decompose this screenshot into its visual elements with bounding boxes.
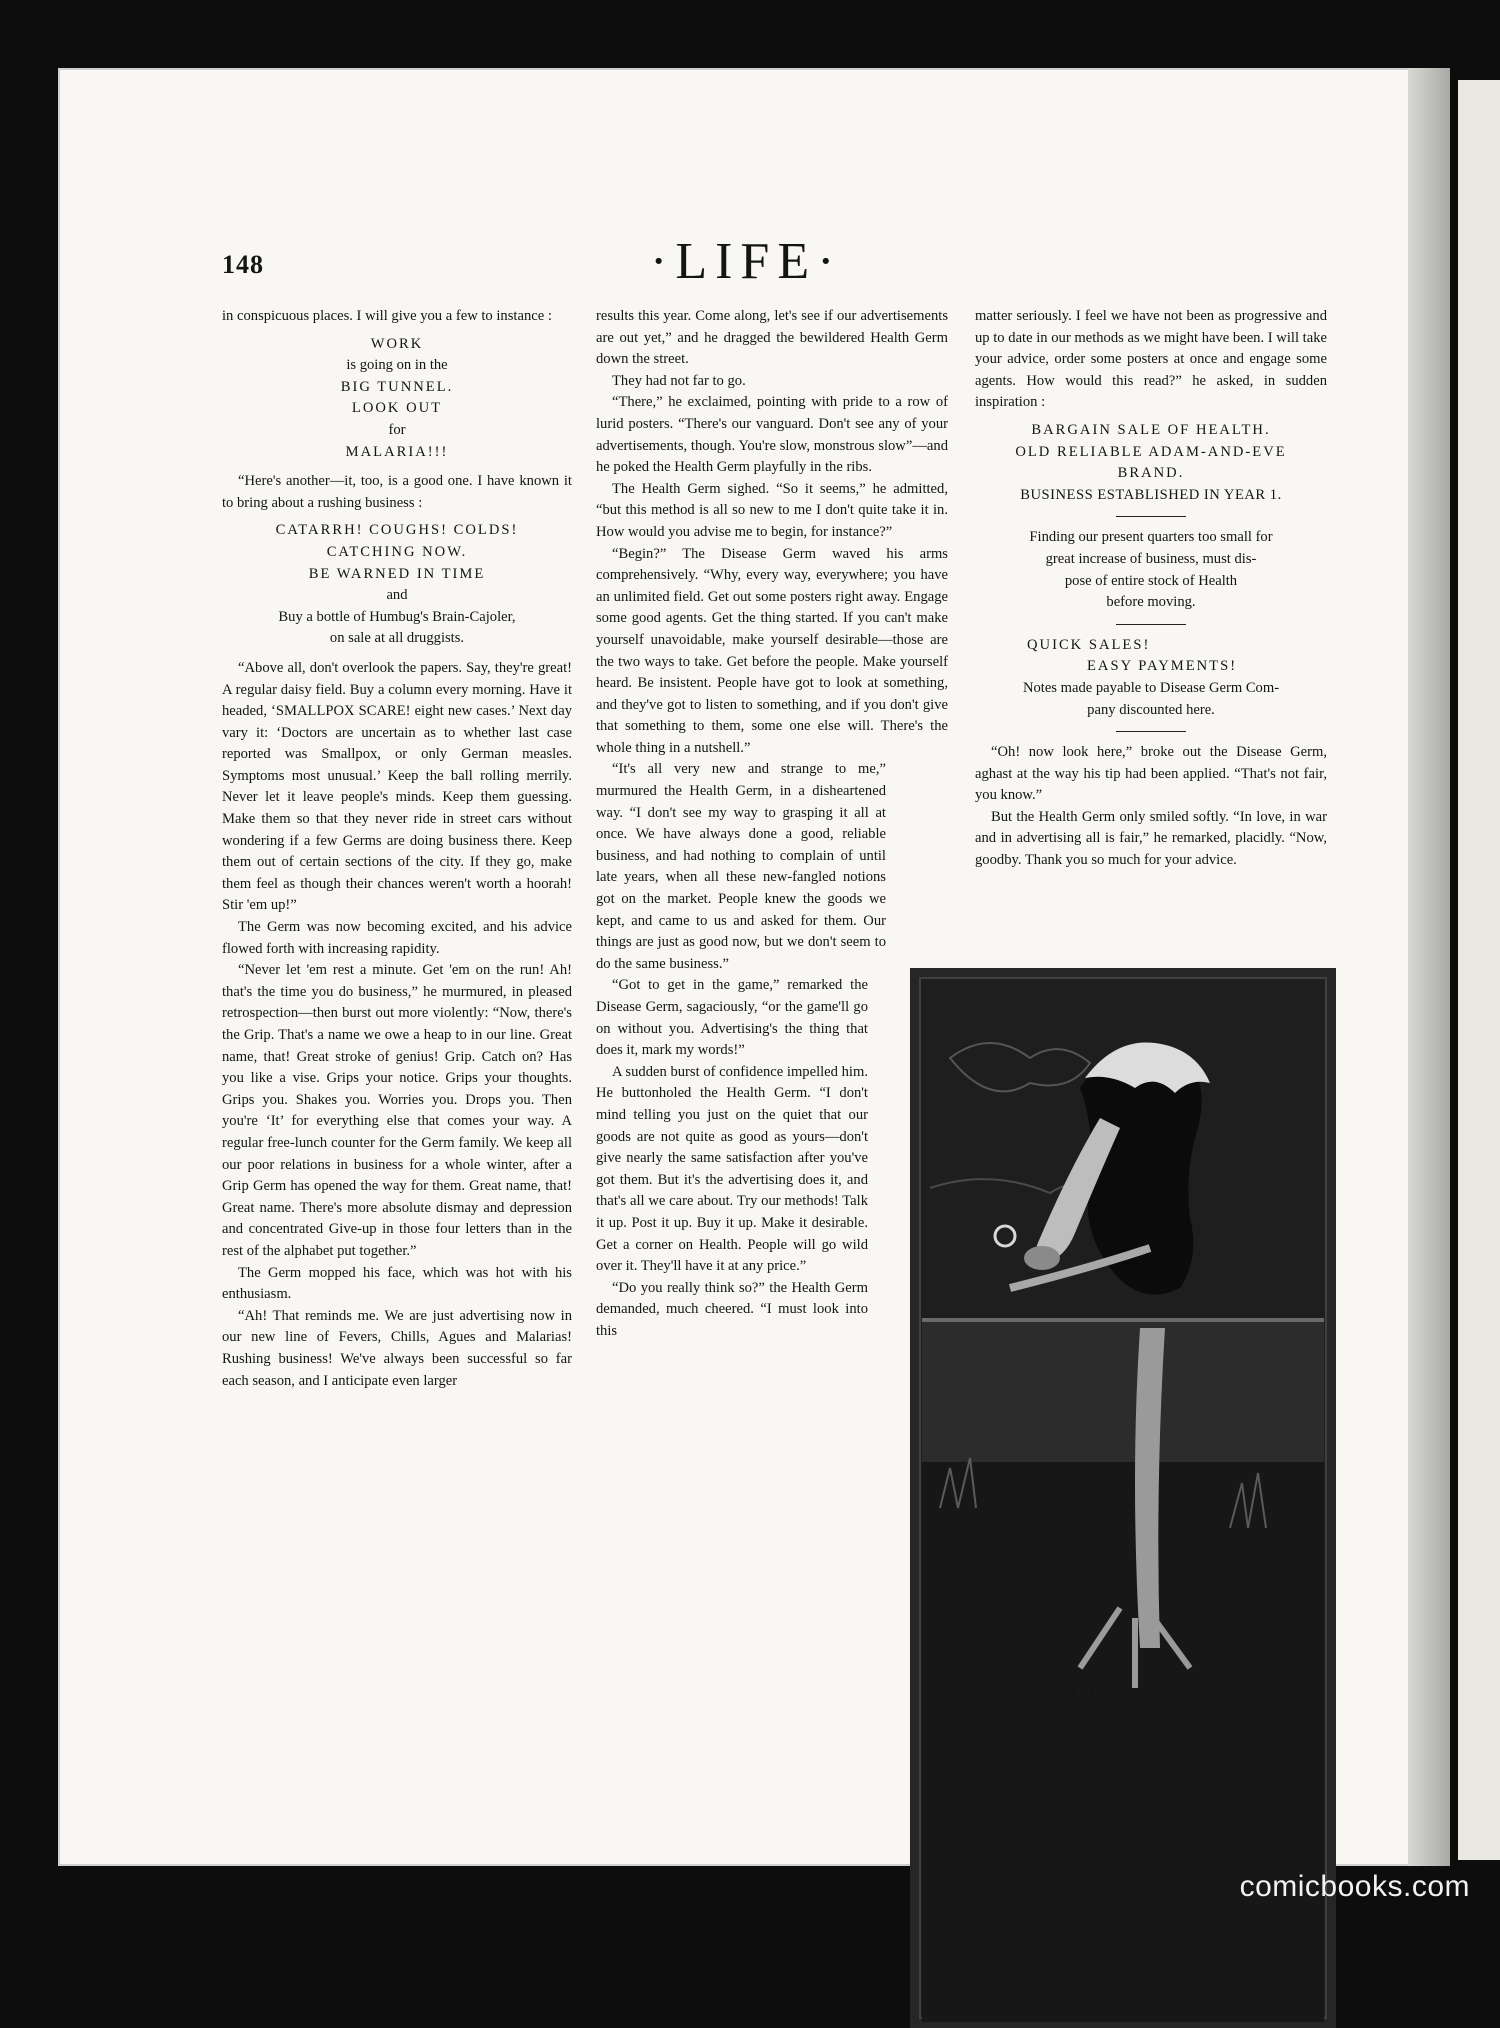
vulture-illustration <box>910 968 1336 2028</box>
facing-page-edge <box>1458 80 1500 1860</box>
ad-quick-sales <box>975 635 1327 721</box>
ad-line: QUICK SALES! <box>1027 636 1151 653</box>
column-1 <box>222 306 572 1392</box>
ad-line: for <box>388 421 406 438</box>
page-number: 148 <box>222 250 264 279</box>
paragraph: They had not far to go. <box>612 372 746 389</box>
ad-catarrh <box>222 520 572 650</box>
paragraph: “Got to get in the game,” remarked the Disease Germ, sagaciously, “or the game'll go on without you. Advertising's the thing that does it, mark my words!” <box>596 977 868 1059</box>
ad-line: Notes made payable to Disease Germ Com- <box>1022 679 1280 696</box>
ad-line: BARGAIN SALE OF HEALTH. <box>1031 421 1271 438</box>
paragraph: in conspicuous places. I will give you a few to instance : <box>222 308 552 324</box>
watermark-logo: comicbooks.com <box>1239 1870 1470 1903</box>
paragraph: “Do you really think so?” the Health Germ demanded, much cheered. “I must look into this <box>596 1279 868 1339</box>
ad-line: before moving. <box>1106 594 1196 611</box>
paragraph: But the Health Germ only smiled softly. “In love, in war and in advertising all is fair,” he remarked, placidly. “Now, goodby. Thank you so much for your advice. <box>975 808 1327 869</box>
paragraph: The Health Germ sighed. “So it seems,” he admitted, “but this method is all so new to me I don't quite take it in. How would you advise me to begin, for instance?” <box>596 480 948 540</box>
ad-line: pany discounted here. <box>1087 701 1215 718</box>
ad-line: and <box>386 587 408 604</box>
ad-malaria <box>222 334 572 464</box>
ad-line: OLD RELIABLE ADAM-AND-EVE <box>1015 443 1287 460</box>
column-3 <box>975 306 1327 872</box>
divider-rule <box>1116 516 1186 517</box>
ad-line: BE WARNED IN TIME <box>308 565 486 582</box>
paragraph: “Ah! That reminds me. We are just advertising now in our new line of Fevers, Chills, Agues and Malarias! Rushing business! We've always been successful so far each season, and I anticipate even larger <box>222 1307 572 1389</box>
paragraph: “It's all very new and strange to me,” murmured the Health Germ, in a disheartened way. “I don't see my way to grasping it all at once. We have always done a good, reliable business, and had nothing to complain of until late years, when all these new-fangled notions got on the market. People knew the goods we kept, and came to us and asked for them. Our things are just as good now, but we don't seem to do the same business.” <box>596 761 886 972</box>
ad-quarters <box>975 527 1327 613</box>
ad-line: pose of entire stock of Health <box>1064 572 1238 589</box>
ad-line: BUSINESS ESTABLISHED IN YEAR 1. <box>1020 486 1282 503</box>
ad-line: great increase of business, must dis- <box>1045 550 1257 567</box>
paragraph: “Never let 'em rest a minute. Get 'em on the run! Ah! that's the time you do business,” he murmured, in pleased retrospection—then burst out more violently: “Now, there's the Grip. That's a name we owe a heap to in our line. Great name, that! Great stroke of genius! Grip. Catch on? Has you like a vise. Grips your notice. Grips your thoughts. Grips you. Shakes you. Worries you. Drops you. Then you're ‘It’ for everything else that comes your way. A regular free-lunch counter for the Germ family. We keep all our poor relations in business for a whole winter, after a Grip Germ has opened the way for them. Great name, that! Great name. There's more absolute dismay and depression and concentrated Give-up in those four letters than in the rest of the alphabet put together.” <box>222 962 572 1259</box>
ad-line: Finding our present quarters too small for <box>1029 529 1273 546</box>
column-2 <box>596 306 948 1343</box>
paragraph: “Here's another—it, too, is a good one. I have known it to bring about a rushing business : <box>222 473 572 511</box>
ad-line: BRAND. <box>1117 465 1185 482</box>
ad-line: on sale at all druggists. <box>329 630 465 647</box>
ad-line: BIG TUNNEL. <box>340 378 454 395</box>
paragraph: The Germ was now becoming excited, and his advice flowed forth with increasing rapidity. <box>222 919 572 957</box>
page-gutter <box>1408 68 1450 1866</box>
illustration-caption: ENGAGED. <box>1040 1687 1115 1699</box>
paragraph: “Begin?” The Disease Germ waved his arms comprehensively. “Why, every way, everywhere; you have an unlimited field. Get out some posters right away. Engage some good agents. Get the thing started. If you can't make yourself unavoidable, make yourself desirable—those are the two ways to take. Get before the people. Make yourself heard. Be insistent. People have got to look at something, and they've got to listen to something, and if you don't give that something to them, some one else will. There's the whole thing in a nutshell.” <box>596 545 948 756</box>
paragraph: “Oh! now look here,” broke out the Disease Germ, aghast at the way his tip had been applied. “That's not fair, you know.” <box>975 744 1327 804</box>
ad-line: MALARIA!!! <box>345 443 449 460</box>
paragraph: “There,” he exclaimed, pointing with pride to a row of lurid posters. “There's our vanguard. Don't see any of your advertisements, though. You're slow, monstrous slow”—and he poked the Health Germ playfully in the ribs. <box>596 394 948 476</box>
ad-bargain-sale <box>975 420 1327 506</box>
ad-line: Buy a bottle of Humbug's Brain-Cajoler, <box>278 608 516 625</box>
divider-rule <box>1116 624 1186 625</box>
masthead-title: ·LIFE· <box>650 233 843 290</box>
ad-line: EASY PAYMENTS! <box>1087 658 1238 675</box>
paragraph: The Germ mopped his face, which was hot with his enthusiasm. <box>222 1264 572 1303</box>
ad-line: LOOK OUT <box>351 400 443 417</box>
paragraph: matter seriously. I feel we have not been as progressive and up to date in our methods as we might have been. I will take your advice, order some posters at once and engage some agents. How would this read?” he asked, in sudden inspiration : <box>975 308 1327 411</box>
ad-line: CATCHING NOW. <box>326 543 468 560</box>
paragraph: results this year. Come along, let's see if our advertisements are out yet,” and he dragged the bewildered Health Germ down the street. <box>596 308 948 368</box>
ad-line: CATARRH! COUGHS! COLDS! <box>275 522 519 539</box>
divider-rule <box>1116 731 1186 732</box>
paragraph: “Above all, don't overlook the papers. Say, they're great! A regular daisy field. Buy a column every morning. Have it headed, ‘SMALLPOX SCARE! eight new cases.’ Next day vary it: ‘Doctors are uncertain as to whether last case reported was Smallpox, or only German measles. Symptoms most unusual.’ Keep the ball rolling merrily. Never let it leave people's minds. Keep them guessing. Make them so that they never ride in street cars without wondering if a few Germs are doing business there. Keep them out of certain sections of the city. If they go, make them feel as though their chances weren't worth a hoorah! Stir 'em up!” <box>222 659 572 914</box>
paragraph: A sudden burst of confidence impelled him. He buttonholed the Health Germ. “I don't mind telling you just on the quiet that our goods are not quite as good as yours—don't give nearly the same satisfaction after you've got them. But it's the advertising does it, and that's all we care about. Try our methods! Talk it up. Post it up. Buy it up. Make it desirable. Get a corner on Health. People will go wild over it. They'll have it at any price.” <box>596 1063 868 1275</box>
ad-line: is going on in the <box>346 357 448 374</box>
ad-line: WORK <box>370 335 424 352</box>
